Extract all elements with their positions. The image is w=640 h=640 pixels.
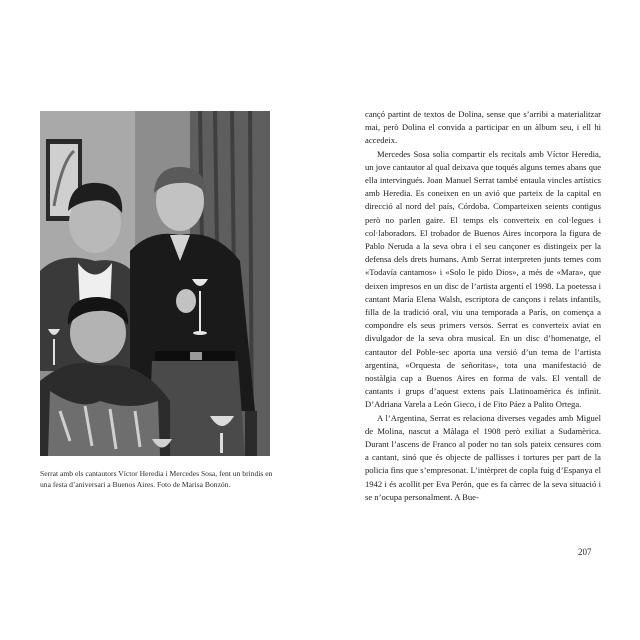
photo-illustration <box>40 111 270 456</box>
paragraph-2: Mercedes Sosa solia compartir els recitals amb Víctor Heredia, un jove cantautor al qual deixava que toqués alguns temes abans que ella intervingués. Joan Manuel Serrat també entaula vincles artístics amb Heredia. Es coneixen en un avió que parteix de la capital en direcció al nord del país, Córdoba. Comparteixen seients contigus però no parlen gaire. El temps els converteix en col·legues i col·laboradors. El trobador de Buenos Aires incorpora la figura de Pablo Neruda a la seva obra i el seu cançoner es distingeix per la defensa dels drets humans. Amb Serrat interpreten junts temes com «Todavía cantamos» i «Solo le pido Dios», a més de «Mara», que deixen impresos en un disc de l’artista argentí el 1998. La poetessa i cantant María Elena Walsh, escriptora de cançons i relats infantils, filla de la tradició oral, viu una temporada a París, on comença a compondre els seus primers versos. Serrat es converteix aviat en divulgador de la seva obra musical. En un disc d’homenatge, el cantautor del Poble-sec aporta una versió d’un tema de l’artista argentina, «Orquesta de señoritas», tota una manifestació de nostàlgia cap a Buenos Aires en forma de vals. El ventall de cantants i grups d’aquest extens país Llatinoamèrica és infinit. D’Adriana Varela a León Gieco, i de Fito Páez a Palito Ortega. <box>365 148 602 410</box>
paragraph-3: A l’Argentina, Serrat es relaciona diverses vegades amb Miguel de Molina, nascut a Màlaga el 1908 però exiliat a Sudamèrica. Durant l’ascens de Franco al poder no tan sols pateix censures com a cantant, sinó que és objecte de pallisses i tortures per part de la policia fins que s’empresonat. L’intèrpret de copla fuig d’Espanya el 1942 i és acollit per Eva Perón, que es fa càrrec de la seva situació i se n’ocupa personalment. A Bue- <box>365 412 601 502</box>
page-number: 207 <box>578 547 592 557</box>
photo-caption: Serrat amb els cantautors Víctor Heredia i Mercedes Sosa, fent un brindis en una festa d’aniversari a Buenos Aires. Foto de Marisa Bonzón. <box>40 469 273 489</box>
body-text <box>365 108 601 504</box>
paragraph-1: cançó partint de textos de Dolina, sense que s’arribi a materialitzar mai, però Dolina el convida a participar en un àlbum seu, i ell hi accedeix. <box>365 109 601 146</box>
photograph <box>40 111 270 456</box>
